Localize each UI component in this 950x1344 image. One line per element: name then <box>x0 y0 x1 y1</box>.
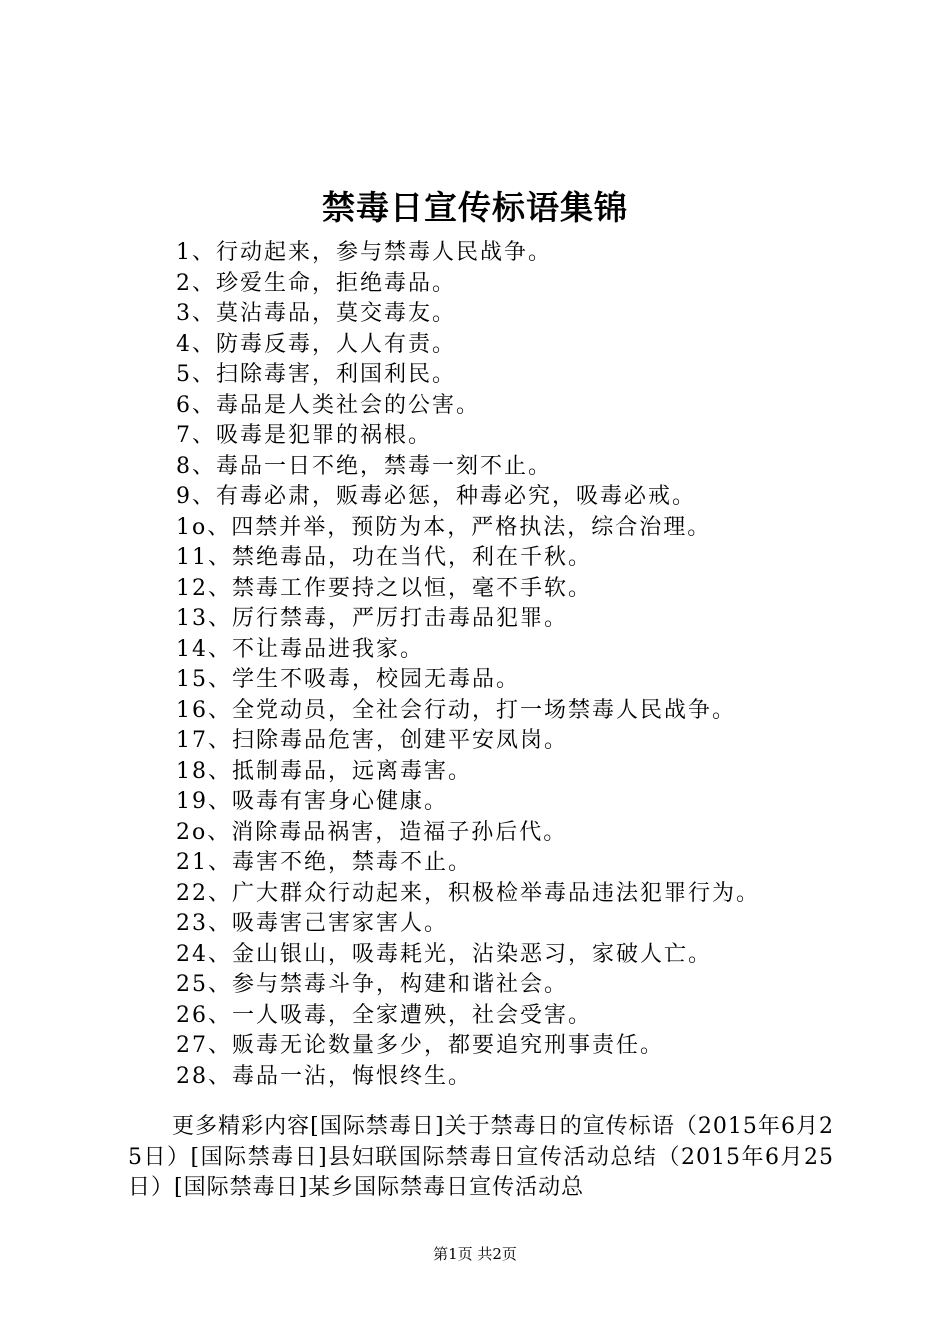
slogan-item: 16、全党动员，全社会行动，打一场禁毒人民战争。 <box>176 697 736 723</box>
document-title: 禁毒日宣传标语集锦 <box>322 188 628 227</box>
slogan-item: 24、金山银山，吸毒耗光，沾染恶习，家破人亡。 <box>176 941 712 967</box>
slogan-item: 8、毒品一日不绝，禁毒一刻不止。 <box>176 453 552 479</box>
slogan-list <box>176 238 760 1092</box>
slogan-item: 27、贩毒无论数量多少，都要追究刑事责任。 <box>176 1033 664 1058</box>
slogan-item: 25、参与禁毒斗争，构建和谐社会。 <box>176 972 568 997</box>
slogan-item: 23、吸毒害己害家害人。 <box>176 911 448 936</box>
slogan-item: 17、扫除毒品危害，创建平安凤岗。 <box>176 728 568 753</box>
slogan-item: 2o、消除毒品祸害，造福子孙后代。 <box>176 819 568 845</box>
slogan-item: 2、珍爱生命，拒绝毒品。 <box>176 270 456 296</box>
slogan-item: 14、不让毒品进我家。 <box>176 636 424 662</box>
slogan-item: 1o、四禁并举，预防为本，严格执法，综合治理。 <box>176 514 712 540</box>
slogan-item: 13、厉行禁毒，严厉打击毒品犯罪。 <box>176 606 568 631</box>
slogan-item: 19、吸毒有害身心健康。 <box>176 789 448 814</box>
slogan-item: 7、吸毒是犯罪的祸根。 <box>176 423 432 448</box>
slogan-item: 12、禁毒工作要持之以恒，毫不手软。 <box>176 575 592 601</box>
slogan-item: 9、有毒必肃，贩毒必惩，种毒必究，吸毒必戒。 <box>176 484 696 509</box>
slogan-item: 28、毒品一沾，悔恨终生。 <box>176 1063 472 1089</box>
more-content-paragraph: 更多精彩内容[国际禁毒日]关于禁毒日的宣传标语（2015年6月25日）[国际禁毒日]县妇联国际禁毒日宣传活动总结（2015年6月25日）[国际禁毒日]某乡国际禁毒日宣传活动总 <box>128 1114 834 1200</box>
slogan-item: 6、毒品是人类社会的公害。 <box>176 392 480 418</box>
slogan-item: 3、莫沾毒品，莫交毒友。 <box>176 301 456 326</box>
slogan-item: 26、一人吸毒，全家遭殃，社会受害。 <box>176 1002 592 1028</box>
slogan-item: 5、扫除毒害，利国利民。 <box>176 362 456 387</box>
slogan-item: 22、广大群众行动起来，积极检举毒品违法犯罪行为。 <box>176 880 760 906</box>
slogan-item: 1、行动起来，参与禁毒人民战争。 <box>176 240 552 265</box>
slogan-item: 11、禁绝毒品，功在当代，利在千秋。 <box>176 545 592 570</box>
page-number-footer: 第1页 共2页 <box>433 1245 517 1263</box>
slogan-item: 18、抵制毒品，远离毒害。 <box>176 758 472 784</box>
slogan-item: 15、学生不吸毒，校园无毒品。 <box>176 667 520 692</box>
slogan-item: 21、毒害不绝，禁毒不止。 <box>176 850 472 875</box>
slogan-item: 4、防毒反毒，人人有责。 <box>176 331 456 357</box>
